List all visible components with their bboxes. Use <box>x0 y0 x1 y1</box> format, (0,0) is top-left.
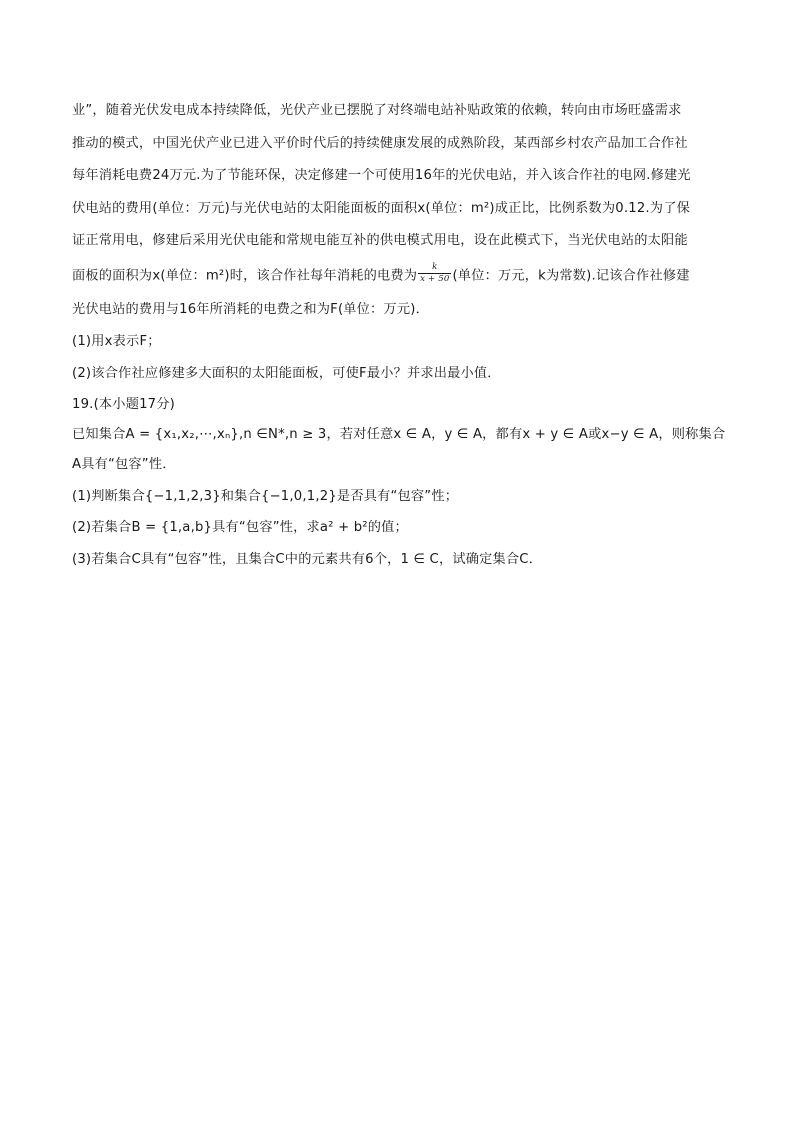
paragraph-line-4: 伏电站的费用(单位：万元)与光伏电站的太阳能面板的面积x(单位：m²)成正比，比例系数为0.12.为了保 <box>72 201 690 216</box>
paragraph-line-5: 证正常用电，修建后采用光伏电能和常规电能互补的供电模式用电，设在此模式下，当光伏电站的太阳能 <box>72 233 688 248</box>
line-6-after-text: (单位：万元，k为常数).记该合作社修建 <box>452 268 690 284</box>
question-19-stem-line-2: A具有“包容”性． <box>72 457 176 472</box>
paragraph-line-3: 每年消耗电费24万元.为了节能环保，决定修建一个可使用16年的光伏电站，并入该合作社的电网.修建光 <box>72 168 691 183</box>
subquestion-2: (2)该合作社应修建多大面积的太阳能面板，可使F最小？并求出最小值． <box>72 366 501 381</box>
question-19-heading: 19.(本小题17分) <box>72 397 175 412</box>
paragraph-line-7: 光伏电站的费用与16年所消耗的电费之和为F(单位：万元)． <box>72 302 429 317</box>
paragraph-line-2: 推动的模式，中国光伏产业已进入平价时代后的持续健康发展的成熟阶段，某西部乡村农产品加工合作社 <box>72 136 688 151</box>
fraction-numerator: k <box>432 262 438 272</box>
electricity-fee-fraction <box>418 263 451 284</box>
subquestion-1: (1)用x表示F； <box>72 334 161 349</box>
paragraph-line-6 <box>72 262 690 287</box>
question-19-part-1: (1)判断集合{−1,1,2,3}和集合{−1,0,1,2}是否具有“包容”性； <box>72 489 459 504</box>
line-6-before-text: 面板的面积为x(单位：m²)时，该合作社每年消耗的电费为 <box>72 268 418 284</box>
question-19-part-3: (3)若集合C具有“包容”性，且集合C中的元素共有6个，1 ∈ C，试确定集合C． <box>72 552 543 567</box>
question-19-part-2: (2)若集合B = {1,a,b}具有“包容”性，求a² + b²的值； <box>72 520 408 535</box>
paragraph-line-1: 业”，随着光伏发电成本持续降低，光伏产业已摆脱了对终端电站补贴政策的依赖，转向由市场旺盛需求 <box>72 103 682 118</box>
question-19-stem-line-1: 已知集合A = {x₁,x₂,⋯,xₙ},n ∈N*,n ≥ 3，若对任意x ∈ A，y ∈ A，都有x + y ∈ A或x−y ∈ A，则称集合 <box>72 427 726 442</box>
fraction-denominator: x + 50 <box>420 274 450 284</box>
